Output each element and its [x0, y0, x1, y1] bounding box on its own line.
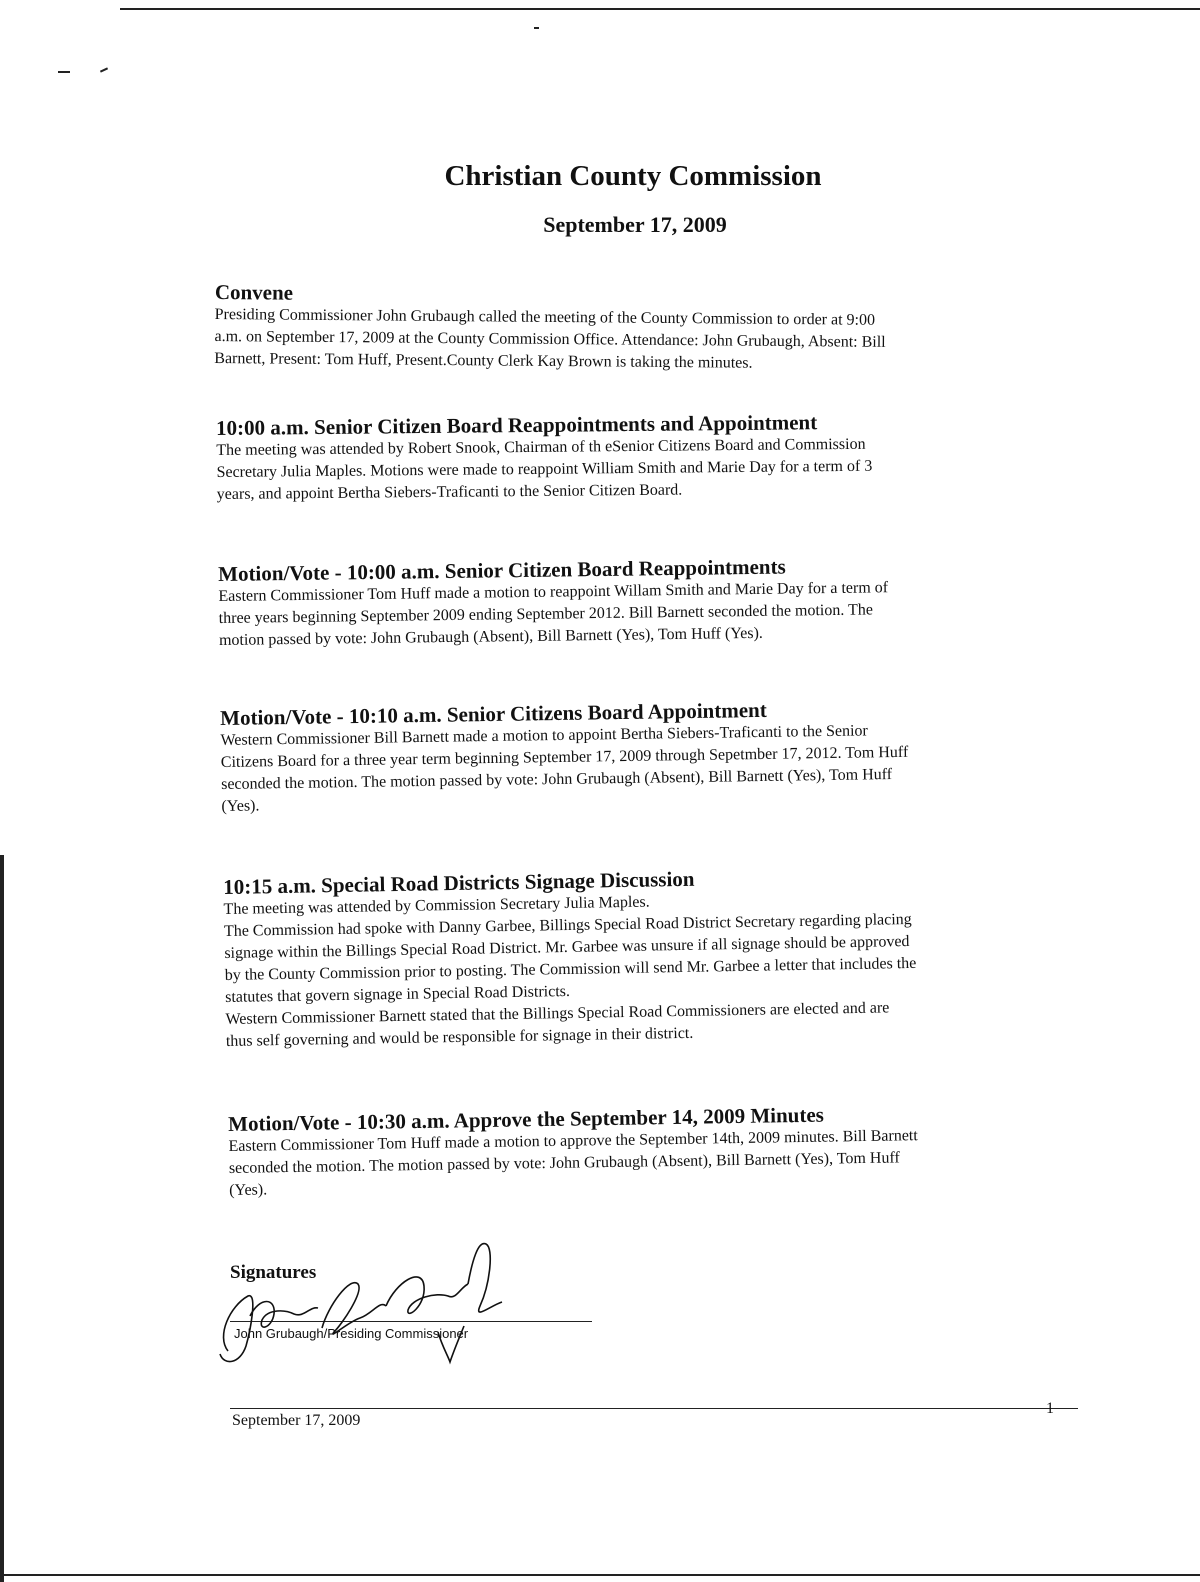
scan-edge-top — [120, 8, 1200, 10]
section-line: motion passed by vote: John Grubaugh (Absent), Bill Barnett (Yes), Tom Huff (Yes). — [218, 624, 763, 649]
section-line: years, and appoint Bertha Siebers-Traficanti to the Senior Citizen Board. — [216, 481, 683, 503]
section-heading: Convene — [214, 280, 294, 305]
section-convene — [214, 280, 1055, 377]
section-line: seconded the motion. The motion passed by vote: John Grubaugh (Absent), Bill Barnett (Yes), Tom Huff — [228, 1149, 900, 1177]
signature-caption: John Grubaugh/Presiding Commissioner — [234, 1326, 469, 1341]
scan-edge-bottom — [4, 1574, 1200, 1576]
section-line: Eastern Commissioner Tom Huff made a motion to reappoint Willam Smith and Marie Day for a term of — [218, 579, 889, 605]
document-date: September 17, 2009 — [543, 212, 727, 237]
section-motion-reappointments — [218, 551, 1059, 652]
section-line: seconded the motion. The motion passed by vote: John Grubaugh (Absent), Bill Barnett (Yes), Tom Huff — [221, 766, 893, 793]
section-motion-appointment — [220, 694, 1062, 818]
signature-block — [230, 1236, 610, 1376]
section-senior-board — [216, 408, 1057, 506]
section-line: Citizens Board for a three year term beginning September 17, 2009 through Sepetmber 17, 2012. Tom Huff — [220, 743, 909, 771]
section-line: Eastern Commissioner Tom Huff made a motion to approve the September 14th, 2009 minutes. Bill Barnett — [228, 1127, 918, 1155]
scan-mark — [100, 67, 108, 72]
section-heading: Motion/Vote - 10:30 a.m. Approve the September 14, 2009 Minutes — [228, 1102, 825, 1136]
section-line: statutes that govern signage in Special Road Districts. — [224, 982, 571, 1006]
section-heading: 10:15 a.m. Special Road Districts Signage Discussion — [223, 866, 695, 899]
handwritten-signature — [210, 1236, 530, 1376]
section-line: three years beginning September 2009 ending September 2012. Bill Barnett seconded the motion. The — [218, 601, 874, 627]
section-heading: Motion/Vote - 10:10 a.m. Senior Citizens Board Appointment — [220, 697, 767, 730]
scan-mark — [534, 27, 539, 29]
section-motion-minutes — [228, 1099, 1069, 1202]
section-line: The meeting was attended by Commission Secretary Julia Maples. — [223, 893, 650, 918]
section-heading: Motion/Vote - 10:00 a.m. Senior Citizen Board Reappointments — [218, 554, 786, 586]
footer-rule — [230, 1408, 1078, 1409]
section-line: by the County Commission prior to posting. The Commission will send Mr. Garbee a letter that includes the — [224, 954, 917, 984]
scan-mark — [58, 71, 70, 73]
section-line: The Commission had spoke with Danny Garbee, Billings Special Road District Secretary regarding placing — [223, 910, 912, 940]
document-title: Christian County Commission — [444, 160, 822, 192]
section-line: Western Commissioner Bill Barnett made a motion to appoint Bertha Siebers-Traficanti to the Senior — [220, 722, 868, 749]
section-line: (Yes). — [229, 1181, 268, 1199]
section-line: signage within the Billings Special Road District. Mr. Garbee was unsure if all signage should be approved — [224, 933, 910, 962]
signatures-heading: Signatures — [230, 1262, 317, 1283]
footer-date: September 17, 2009 — [232, 1412, 361, 1429]
scan-edge-left — [0, 855, 4, 1582]
section-road-signage — [223, 860, 1066, 1053]
section-line: thus self governing and would be responsible for signage in their district. — [225, 1024, 694, 1050]
section-line: Western Commissioner Barnett stated that the Billings Special Road Commissioners are elected and are — [225, 999, 890, 1028]
section-line: Barnett, Present: Tom Huff, Present.County Clerk Kay Brown is taking the minutes. — [214, 349, 753, 372]
section-line: (Yes). — [221, 797, 260, 815]
page-number: 1 — [1046, 1400, 1054, 1417]
section-line: Secretary Julia Maples. Motions were made to reappoint William Smith and Marie Day for a term of 3 — [216, 457, 873, 481]
section-heading: 10:00 a.m. Senior Citizen Board Reappointments and Appointment — [216, 410, 818, 440]
section-line: a.m. on September 17, 2009 at the County Commission Office. Attendance: John Grubaugh, Absent: Bill — [214, 327, 886, 351]
section-line: The meeting was attended by Robert Snook, Chairman of th eSenior Citizens Board and Commission — [216, 435, 866, 459]
section-line: Presiding Commissioner John Grubaugh called the meeting of the County Commission to order at 9:00 — [214, 305, 876, 329]
